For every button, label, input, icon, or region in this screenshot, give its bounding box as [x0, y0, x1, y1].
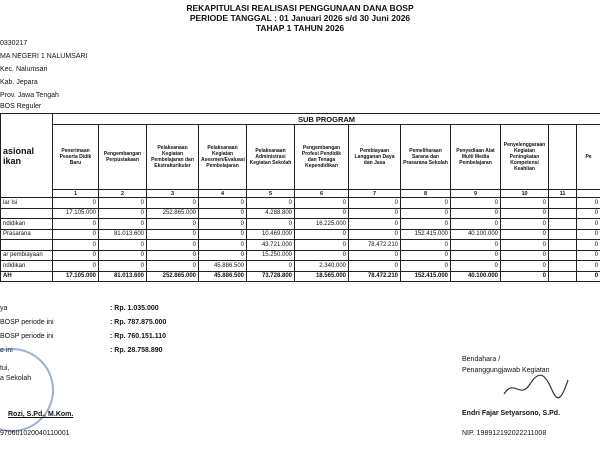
row-label [1, 208, 53, 219]
column-header: Pemeliharaan Sarana dan Prasarana Sekolah [401, 125, 451, 190]
table-cell: 0 [53, 198, 99, 209]
table-cell: 0 [501, 229, 549, 240]
table-cell: 0 [53, 261, 99, 272]
table-cell: 10.469.000 [247, 229, 295, 240]
table-cell: 0 [99, 240, 147, 251]
column-header: Pembiayaan Langganan Daya dan Jasa [349, 125, 401, 190]
table-cell: 0 [501, 219, 549, 230]
info-school: MA NEGERI 1 NALUMSARI [0, 53, 88, 60]
table-cell: 252.865.000 [147, 208, 199, 219]
left-signer-title-2: a Sekolah [0, 375, 32, 382]
summary-label: BOSP periode ini [0, 333, 54, 340]
total-cell: 81.013.600 [99, 271, 147, 282]
row-label: Prasarana [1, 229, 53, 240]
table-cell: 0 [99, 208, 147, 219]
info-npsn: 0330217 [0, 40, 28, 47]
table-cell: 0 [401, 240, 451, 251]
table-cell: 0 [401, 250, 451, 261]
table-row [1, 198, 600, 209]
table-cell: 40.100.000 [451, 229, 501, 240]
info-regency: Kab. Jepara [0, 79, 38, 86]
table-cell: 0 [247, 198, 295, 209]
table-cell: 0 [295, 229, 349, 240]
right-signer-nip: NIP. 198912192022211008 [462, 430, 547, 437]
left-signer-nip: 970601020040110001 [0, 430, 70, 437]
table-cell [549, 240, 577, 251]
table-cell: 0 [451, 261, 501, 272]
school-stamp-seal [0, 348, 54, 432]
table-cell: 0 [99, 219, 147, 230]
table-cell: 0 [295, 198, 349, 209]
row-label: ar pembiayaan [1, 250, 53, 261]
table-cell: 0 [199, 208, 247, 219]
table-row [1, 261, 600, 272]
column-number: 11 [549, 190, 577, 198]
table-cell: 0 [349, 261, 401, 272]
summary-label: e ini [0, 347, 13, 354]
summary-value: : Rp. 28.758.890 [110, 347, 163, 354]
column-header: Penyediaan Alat Multi Media Pembelajaran [451, 125, 501, 190]
table-cell: 0 [295, 240, 349, 251]
treasurer-signature [500, 372, 570, 402]
row-label: ndidikan [1, 219, 53, 230]
table-cell [549, 229, 577, 240]
total-cell: 252.865.000 [147, 271, 199, 282]
sub-program-header: SUB PROGRAM [53, 114, 600, 125]
table-cell: 0 [501, 261, 549, 272]
table-cell: 0 [577, 219, 600, 230]
table-cell: 0 [349, 229, 401, 240]
table-cell: 0 [451, 208, 501, 219]
total-cell: 18.565.000 [295, 271, 349, 282]
table-cell: 81.013.600 [99, 229, 147, 240]
column-header: Penerimaan Peserta Didik Baru [53, 125, 99, 190]
table-cell: 0 [199, 250, 247, 261]
column-number: 3 [147, 190, 199, 198]
table-cell: 0 [451, 240, 501, 251]
column-number: 6 [295, 190, 349, 198]
table-cell: 0 [53, 219, 99, 230]
table-cell: 45.886.500 [199, 261, 247, 272]
table-cell: 0 [99, 198, 147, 209]
table-cell: 0 [401, 208, 451, 219]
table-row [1, 240, 600, 251]
info-province: Prov. Jawa Tengah [0, 92, 59, 99]
left-column-header: asional ikan [1, 114, 53, 198]
table-cell [549, 198, 577, 209]
table-cell: 0 [99, 261, 147, 272]
table-cell: 0 [53, 250, 99, 261]
column-number: 8 [401, 190, 451, 198]
realization-table [0, 113, 600, 282]
table-cell: 0 [451, 250, 501, 261]
table-cell: 0 [147, 198, 199, 209]
table-cell: 0 [401, 219, 451, 230]
table-cell: 0 [501, 240, 549, 251]
table-cell: 43.721.000 [247, 240, 295, 251]
column-header: Pengembangan Profesi Pendidik dan Tenaga Kependidikan [295, 125, 349, 190]
table-cell [549, 250, 577, 261]
table-cell: 16.225.000 [295, 219, 349, 230]
column-header: Pe [577, 125, 600, 190]
table-row [1, 250, 600, 261]
column-number: 1 [53, 190, 99, 198]
column-header: Pengembangan Perpustakaan [99, 125, 147, 190]
total-cell: 0 [577, 271, 600, 282]
total-cell: 78.472.210 [349, 271, 401, 282]
table-cell: 0 [99, 250, 147, 261]
total-cell: 45.886.500 [199, 271, 247, 282]
table-row [1, 208, 600, 219]
total-cell: 40.100.000 [451, 271, 501, 282]
table-cell: 0 [501, 250, 549, 261]
column-header: Pelaksanaan Administrasi Kegiatan Sekolah [247, 125, 295, 190]
summary-value: : Rp. 1.035.000 [110, 305, 159, 312]
table-cell [549, 208, 577, 219]
report-title: REKAPITULASI REALISASI PENGGUNAAN DANA BOSP [186, 3, 414, 13]
table-cell: 0 [53, 229, 99, 240]
total-cell [549, 271, 577, 282]
total-cell: 17.105.000 [53, 271, 99, 282]
table-row [1, 229, 600, 240]
right-signer-title-1: Bendahara / [462, 356, 501, 363]
report-stage: TAHAP 1 TAHUN 2026 [255, 23, 345, 33]
summary-value: : Rp. 760.151.110 [110, 333, 167, 340]
right-signer-name: Endri Fajar Setyarsono, S.Pd. [462, 410, 561, 417]
row-label: ndidikan [1, 261, 53, 272]
table-cell [549, 219, 577, 230]
table-cell: 2.340.000 [295, 261, 349, 272]
table-cell: 17.105.000 [53, 208, 99, 219]
left-signer-name: Rozi, S.Pd., M.Kom. [8, 411, 74, 418]
table-cell: 0 [577, 208, 600, 219]
total-cell: 0 [501, 271, 549, 282]
table-cell: 0 [295, 208, 349, 219]
summary-label: BOSP periode ini [0, 319, 54, 326]
table-row [1, 219, 600, 230]
table-cell: 0 [247, 261, 295, 272]
table-cell: 78.472.210 [349, 240, 401, 251]
column-header [549, 125, 577, 190]
row-label [1, 240, 53, 251]
column-header: Pelaksanaan Kegiatan Pembelajaran dan Ekstrakurikuler [147, 125, 199, 190]
summary-label: ya [0, 305, 8, 312]
info-district: Kec. Nalumsari [0, 66, 48, 73]
row-label: lar Isi [1, 198, 53, 209]
table-cell: 0 [295, 250, 349, 261]
report-period: PERIODE TANGGAL : 01 Januari 2026 s/d 30 Juni 2026 [189, 13, 411, 23]
table-cell: 0 [147, 261, 199, 272]
table-cell: 0 [577, 250, 600, 261]
table-cell: 0 [349, 198, 401, 209]
table-cell: 0 [199, 229, 247, 240]
column-number [577, 190, 600, 198]
table-cell: 0 [349, 219, 401, 230]
table-cell [549, 261, 577, 272]
table-cell: 4.288.800 [247, 208, 295, 219]
column-header: Penyelenggaraan Kegiatan Peningkatan Kompetensi Keahlian [501, 125, 549, 190]
column-header: Pelaksanaan Kegiatan Asesmen/Evaluasi Pembelajaran [199, 125, 247, 190]
column-number: 9 [451, 190, 501, 198]
table-cell: 0 [147, 250, 199, 261]
table-cell: 0 [577, 198, 600, 209]
right-signer-title-2: Penanggungjawab Kegiatan [462, 367, 550, 374]
left-signer-title-1: tui, [0, 365, 10, 372]
table-cell: 0 [501, 198, 549, 209]
table-cell: 0 [401, 261, 451, 272]
table-cell: 0 [147, 219, 199, 230]
total-cell: 152.415.000 [401, 271, 451, 282]
column-number: 2 [99, 190, 147, 198]
total-row [1, 271, 600, 282]
table-cell: 0 [199, 240, 247, 251]
table-cell: 0 [349, 250, 401, 261]
table-cell: 0 [577, 240, 600, 251]
table-cell: 0 [53, 240, 99, 251]
table-cell: 0 [247, 219, 295, 230]
table-cell: 0 [349, 208, 401, 219]
table-cell: 0 [577, 229, 600, 240]
table-cell: 0 [451, 198, 501, 209]
table-cell: 0 [199, 198, 247, 209]
total-label: AH [1, 271, 53, 282]
column-number: 4 [199, 190, 247, 198]
column-number: 5 [247, 190, 295, 198]
column-number: 10 [501, 190, 549, 198]
table-cell: 15.250.000 [247, 250, 295, 261]
summary-value: : Rp. 787.875.000 [110, 319, 167, 326]
table-cell: 152.415.000 [401, 229, 451, 240]
table-cell: 0 [147, 240, 199, 251]
table-cell: 0 [451, 219, 501, 230]
table-cell: 0 [147, 229, 199, 240]
table-cell: 0 [577, 261, 600, 272]
info-fund: BOS Reguler [0, 103, 42, 110]
table-cell: 0 [401, 198, 451, 209]
table-cell: 0 [501, 208, 549, 219]
table-cell: 0 [199, 219, 247, 230]
total-cell: 73.728.800 [247, 271, 295, 282]
column-number: 7 [349, 190, 401, 198]
